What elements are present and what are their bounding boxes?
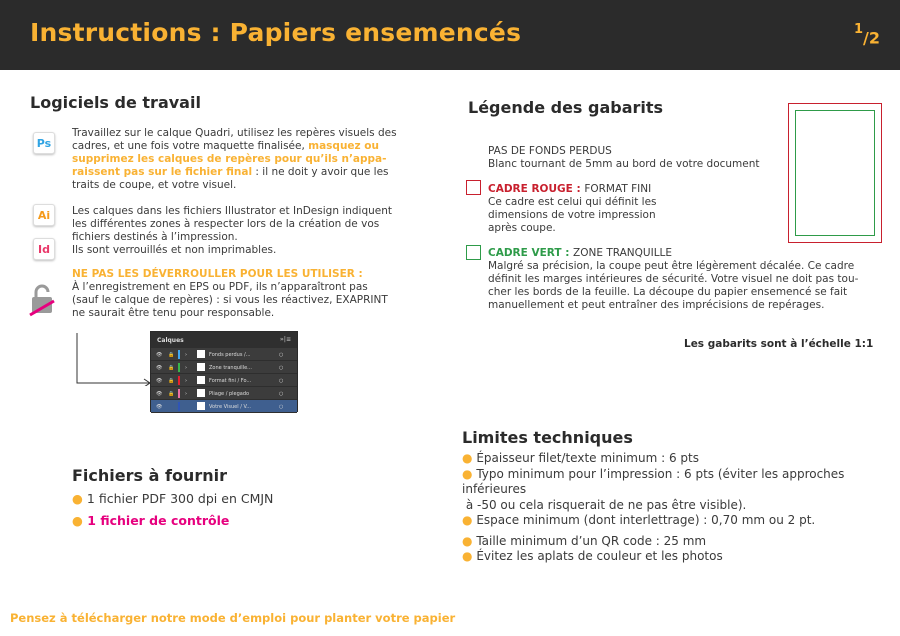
highlight-text: supprimez les calques de repères pour qu’ils n’appa-	[72, 153, 387, 165]
fichiers-item-text: 1 fichier de contrôle	[87, 513, 230, 528]
legende-perdus-title: PAS DE FONDS PERDUS	[488, 145, 612, 157]
eye-icon[interactable]: 👁	[156, 378, 163, 384]
green-frame-icon	[466, 245, 481, 260]
text-line: après coupe.	[488, 222, 556, 234]
logiciels-paragraph-2	[72, 205, 417, 257]
layer-name: Votre Visuel / V...	[209, 404, 252, 410]
layer-name: Fonds perdus /...	[209, 352, 251, 358]
layer-name: Pliage / plegado	[209, 391, 250, 397]
bullet-icon: ●	[462, 513, 473, 527]
list-item	[462, 549, 887, 565]
page-title: Instructions : Papiers ensemencés	[30, 18, 522, 47]
legende-rouge	[488, 183, 778, 235]
text-line: Ce cadre est celui qui définit les	[488, 196, 657, 208]
fichiers-item-2	[72, 513, 229, 528]
legende-vert-label2: ZONE TRANQUILLE	[573, 247, 673, 259]
photoshop-icon: Ps	[33, 132, 55, 154]
bullet-icon: ●	[72, 491, 83, 506]
layer-row[interactable]	[151, 374, 297, 387]
text-span: : il ne doit y avoir que les	[252, 166, 389, 178]
page-number-total: 2	[868, 28, 880, 48]
indesign-icon: Id	[33, 238, 55, 260]
layer-row[interactable]	[151, 361, 297, 374]
target-circle-icon[interactable]: ○	[279, 404, 284, 410]
layer-row[interactable]	[151, 387, 297, 400]
bullet-icon: ●	[462, 533, 473, 548]
chevron-right-icon[interactable]: ›	[185, 352, 187, 358]
bullet-icon: ●	[462, 466, 473, 481]
layer-thumbnail	[197, 376, 205, 384]
lock-icon[interactable]: 🔒	[168, 365, 175, 371]
layers-panel	[150, 331, 298, 412]
list-item	[462, 534, 887, 550]
layers-panel-title: Calques	[157, 337, 184, 344]
layer-name: Zone tranquille...	[209, 365, 252, 371]
legende-rouge-title	[488, 183, 778, 196]
text-line: Ils sont verrouillés et non imprimables.	[72, 244, 277, 256]
chevron-right-icon[interactable]: ›	[185, 365, 187, 371]
text-line: manuellement et peut entraîner des imprécisions de repérages.	[488, 299, 825, 311]
legende-perdus	[488, 145, 788, 171]
eye-icon[interactable]: 👁	[156, 352, 163, 358]
logiciels-paragraph-3	[72, 268, 417, 320]
legende-vert-title	[488, 247, 883, 260]
illustrator-icon: Ai	[33, 204, 55, 226]
list-item	[462, 467, 887, 483]
list-item-text: Épaisseur filet/texte minimum : 6 pts	[476, 451, 699, 465]
gabarit-frame-green	[795, 110, 875, 236]
warning-text: NE PAS LES DÉVERROULLER POUR LES UTILISER :	[72, 268, 363, 280]
echelle-note: Les gabarits sont à l’échelle 1:1	[684, 338, 874, 350]
list-item-text: Évitez les aplats de couleur et les photos	[476, 549, 723, 563]
text-line	[72, 140, 417, 153]
list-item-continuation: inférieures	[462, 482, 527, 496]
page-number: $^1$/2	[853, 22, 880, 48]
red-frame-icon	[466, 180, 481, 195]
legende-rouge-label2: FORMAT FINI	[584, 183, 652, 195]
legende-vert-label: CADRE VERT :	[488, 247, 574, 259]
arrow-icon	[70, 330, 152, 386]
text-line: définit les marges intérieures de sécurité. Votre visuel ne doit pas tou-	[488, 273, 859, 285]
target-circle-icon[interactable]: ○	[279, 352, 284, 358]
layer-row[interactable]	[151, 348, 297, 361]
text-line: ne saurait être tenu pour responsable.	[72, 307, 275, 319]
text-line: (sauf le calque de repères) : si vous les réactivez, EXAPRINT	[72, 294, 388, 306]
layer-name: Format fini / Fo...	[209, 378, 252, 384]
bullet-icon: ●	[72, 513, 83, 528]
legende-rouge-label: CADRE ROUGE :	[488, 183, 585, 195]
text-line: Travaillez sur le calque Quadri, utilisez les repères visuels des	[72, 127, 397, 139]
target-circle-icon[interactable]: ○	[279, 378, 284, 384]
layer-color-swatch	[178, 402, 180, 411]
layer-thumbnail	[197, 402, 205, 410]
bullet-icon: ●	[462, 549, 473, 563]
list-item-text: Typo minimum pour l’impression : 6 pts (éviter les approches	[476, 466, 845, 481]
logiciels-title: Logiciels de travail	[30, 93, 201, 112]
list-item-continuation: à -50 ou cela risquerait de ne pas être visible).	[462, 497, 747, 512]
eye-icon[interactable]: 👁	[156, 365, 163, 371]
text-line: les différentes zones à respecter lors de la création de vos	[72, 218, 380, 230]
fichiers-item-text: 1 fichier PDF 300 dpi en CMJN	[86, 491, 274, 506]
layer-color-swatch	[178, 389, 180, 398]
bullet-icon: ●	[462, 451, 473, 465]
layer-thumbnail	[197, 389, 205, 397]
list-item-text: Espace minimum (dont interlettrage) : 0,70 mm ou 2 pt.	[476, 513, 816, 527]
limites-list	[462, 451, 887, 565]
lock-icon[interactable]: 🔒	[168, 378, 175, 384]
text-line: dimensions de votre impression	[488, 209, 656, 221]
text-line: traits de coupe, et votre visuel.	[72, 179, 237, 191]
text-line	[72, 166, 417, 179]
list-item	[462, 513, 887, 529]
text-line: À l’enregistrement en EPS ou PDF, ils n’apparaîtront pas	[72, 281, 368, 293]
lock-icon[interactable]: 🔒	[168, 352, 175, 358]
chevron-right-icon[interactable]: ›	[185, 378, 187, 384]
header-bar	[0, 0, 900, 70]
layers-panel-header	[151, 332, 297, 348]
text-span: cadres, et une fois votre maquette finalisée,	[72, 140, 309, 152]
layer-color-swatch	[178, 363, 180, 372]
chevron-right-icon[interactable]: ›	[185, 391, 187, 397]
text-line: Les calques dans les fichiers Illustrator et InDesign indiquent	[72, 205, 393, 217]
text-line: Malgré sa précision, la coupe peut être légèrement décalée. Ce cadre	[488, 260, 855, 272]
layer-thumbnail	[197, 350, 205, 358]
limites-title: Limites techniques	[462, 428, 633, 447]
panel-menu-icon[interactable]: »|≡	[279, 336, 291, 343]
highlight-text: masquez ou	[308, 140, 380, 152]
text-line: cher les bords de la feuille. La découpe du papier ensemencé se fait	[488, 286, 848, 298]
text-line: Blanc tournant de 5mm au bord de votre document	[488, 158, 760, 170]
logiciels-paragraph-1	[72, 127, 417, 192]
target-circle-icon[interactable]: ○	[279, 391, 284, 397]
fichiers-item-1	[72, 491, 273, 506]
unlock-icon	[28, 283, 56, 317]
eye-icon[interactable]: 👁	[156, 391, 163, 397]
lock-icon[interactable]: 🔒	[168, 391, 175, 397]
target-circle-icon[interactable]: ○	[279, 365, 284, 371]
page-number-current: 1	[853, 22, 864, 37]
eye-icon[interactable]: 👁	[156, 404, 163, 410]
layer-color-swatch	[178, 376, 180, 385]
layer-row[interactable]	[151, 400, 297, 413]
highlight-text: raissent pas sur le fichier final	[72, 166, 253, 178]
legende-title: Légende des gabarits	[468, 98, 664, 117]
layer-thumbnail	[197, 363, 205, 371]
legende-vert	[488, 247, 883, 312]
footer-note[interactable]: Pensez à télécharger notre mode d’emploi pour planter votre papier	[10, 611, 456, 625]
list-item	[462, 451, 887, 467]
layer-color-swatch	[178, 350, 180, 359]
text-line: fichiers destinés à l’impression.	[72, 231, 238, 243]
fichiers-title: Fichiers à fournir	[72, 466, 227, 485]
list-item-text: Taille minimum d’un QR code : 25 mm	[476, 533, 707, 548]
